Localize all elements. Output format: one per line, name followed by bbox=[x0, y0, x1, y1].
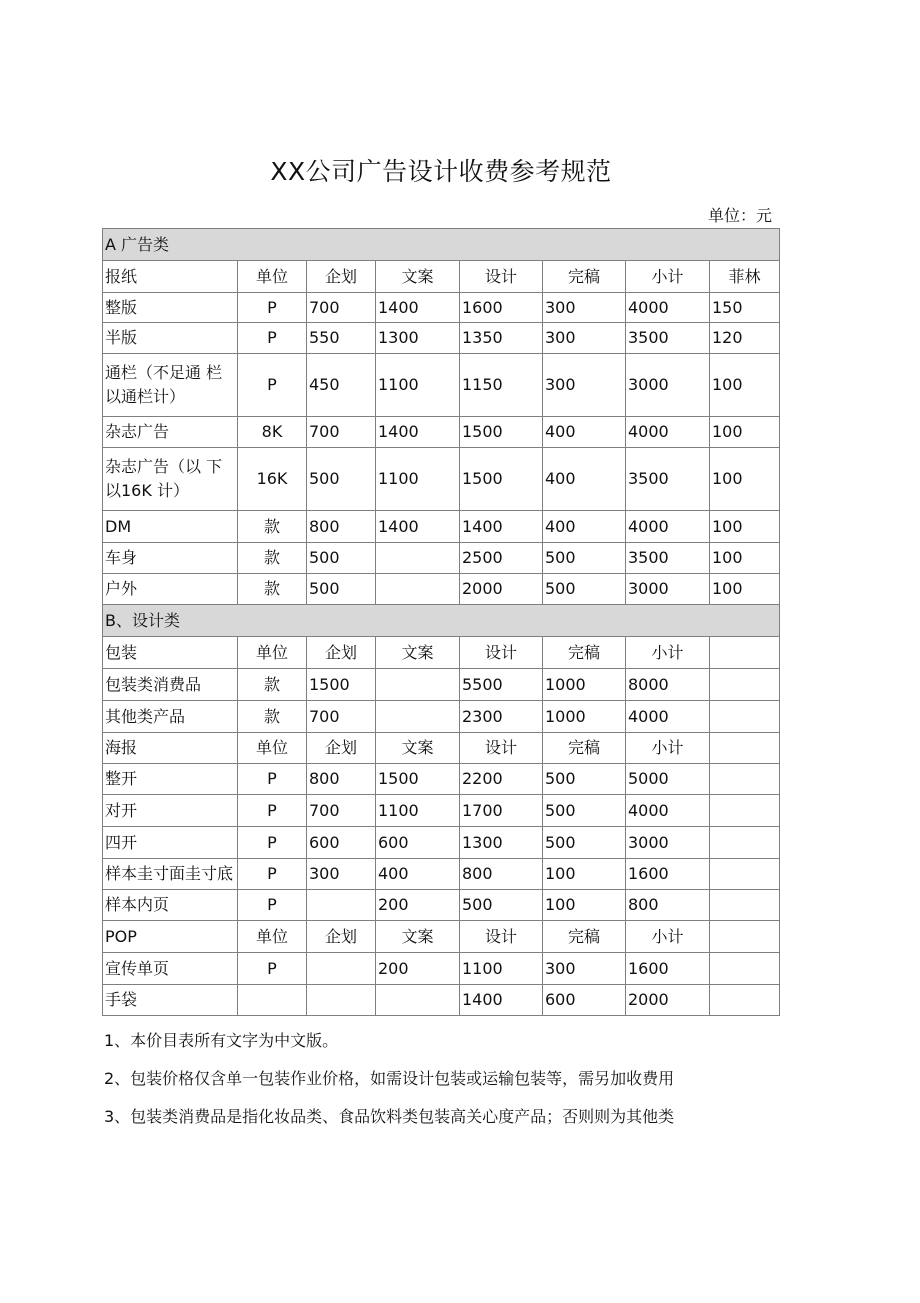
table-cell: 100 bbox=[710, 543, 780, 574]
table-cell: 100 bbox=[543, 859, 626, 890]
table-cell: 1000 bbox=[543, 701, 626, 733]
table-cell bbox=[710, 795, 780, 827]
note-2: 2、包装价格仅含单一包装作业价格，如需设计包装或运输包装等，需另加收费用 bbox=[104, 1069, 675, 1088]
table-cell bbox=[376, 543, 460, 574]
page-title: XX公司广告设计收费参考规范 bbox=[270, 157, 612, 186]
table-cell: 3000 bbox=[626, 354, 710, 417]
table-row bbox=[103, 795, 780, 827]
column-header: 设计 bbox=[460, 733, 543, 764]
table-cell bbox=[376, 985, 460, 1016]
table-cell: 1100 bbox=[376, 795, 460, 827]
table-cell: 1500 bbox=[376, 764, 460, 795]
column-header: 小计 bbox=[626, 921, 710, 953]
row-label: 包装类消费品 bbox=[103, 669, 238, 701]
table-cell: 3000 bbox=[626, 827, 710, 859]
table-cell: 3500 bbox=[626, 448, 710, 511]
column-header: 单位 bbox=[238, 921, 307, 953]
table-cell: 800 bbox=[307, 511, 376, 543]
table-cell bbox=[710, 859, 780, 890]
table-cell: 4000 bbox=[626, 293, 710, 323]
table-cell: 500 bbox=[543, 827, 626, 859]
table-cell: P bbox=[238, 890, 307, 921]
table-cell: 4000 bbox=[626, 417, 710, 448]
header-row bbox=[103, 921, 780, 953]
table-cell: 1400 bbox=[376, 511, 460, 543]
table-cell: 500 bbox=[460, 890, 543, 921]
table-cell: 1500 bbox=[460, 448, 543, 511]
table-cell: 400 bbox=[543, 511, 626, 543]
header-row bbox=[103, 733, 780, 764]
table-cell: 800 bbox=[460, 859, 543, 890]
table-cell: P bbox=[238, 827, 307, 859]
column-header: 完稿 bbox=[543, 637, 626, 669]
table-row bbox=[103, 953, 780, 985]
table-cell: 700 bbox=[307, 795, 376, 827]
table-cell: 1100 bbox=[376, 354, 460, 417]
table-cell: 300 bbox=[543, 323, 626, 354]
table-cell: 5500 bbox=[460, 669, 543, 701]
table-cell bbox=[710, 701, 780, 733]
table-cell bbox=[307, 953, 376, 985]
table-cell: 500 bbox=[307, 574, 376, 605]
section-band bbox=[103, 605, 780, 637]
table-cell: 2500 bbox=[460, 543, 543, 574]
table-cell: 1400 bbox=[376, 417, 460, 448]
table-cell: 1350 bbox=[460, 323, 543, 354]
row-label: 海报 bbox=[103, 733, 238, 764]
column-header: 单位 bbox=[238, 261, 307, 293]
unit-note: 单位：元 bbox=[707, 206, 772, 225]
header-row bbox=[103, 637, 780, 669]
table-row bbox=[103, 890, 780, 921]
table-cell: 500 bbox=[307, 543, 376, 574]
table-cell: 款 bbox=[238, 511, 307, 543]
column-header: 单位 bbox=[238, 733, 307, 764]
row-label: 样本内页 bbox=[103, 890, 238, 921]
table-cell: 1600 bbox=[460, 293, 543, 323]
table-cell: 16K bbox=[238, 448, 307, 511]
table-cell: P bbox=[238, 323, 307, 354]
table-cell: 100 bbox=[710, 511, 780, 543]
table-cell: 4000 bbox=[626, 511, 710, 543]
table-cell: 款 bbox=[238, 543, 307, 574]
row-label: 报纸 bbox=[103, 261, 238, 293]
table-cell: 600 bbox=[307, 827, 376, 859]
table-cell: 400 bbox=[376, 859, 460, 890]
table-cell: 2000 bbox=[626, 985, 710, 1016]
table-cell: 500 bbox=[543, 574, 626, 605]
table-cell: 8000 bbox=[626, 669, 710, 701]
table-cell: 500 bbox=[543, 543, 626, 574]
table-cell bbox=[710, 953, 780, 985]
table-cell bbox=[376, 701, 460, 733]
column-header bbox=[710, 733, 780, 764]
table-cell: 2300 bbox=[460, 701, 543, 733]
table-cell bbox=[710, 890, 780, 921]
table-cell bbox=[710, 669, 780, 701]
row-label: 整版 bbox=[103, 293, 238, 323]
table-row bbox=[103, 985, 780, 1016]
table-cell: 8K bbox=[238, 417, 307, 448]
table-cell: 400 bbox=[543, 448, 626, 511]
table-cell: 1300 bbox=[376, 323, 460, 354]
table-cell: 300 bbox=[543, 953, 626, 985]
table-cell: 1400 bbox=[376, 293, 460, 323]
table-cell: 150 bbox=[710, 293, 780, 323]
row-label: 杂志广告 bbox=[103, 417, 238, 448]
table-cell: 200 bbox=[376, 953, 460, 985]
table-cell: 1400 bbox=[460, 511, 543, 543]
row-label: POP bbox=[103, 921, 238, 953]
row-label: 包装 bbox=[103, 637, 238, 669]
table-cell: 款 bbox=[238, 574, 307, 605]
table-cell: 1100 bbox=[460, 953, 543, 985]
note-3: 3、包装类消费品是指化妆品类、食品饮料类包装高关心度产品；否则则为其他类 bbox=[104, 1107, 675, 1126]
row-label: 手袋 bbox=[103, 985, 238, 1016]
table-cell bbox=[376, 574, 460, 605]
table-cell: 5000 bbox=[626, 764, 710, 795]
table-row bbox=[103, 701, 780, 733]
table-cell: 100 bbox=[710, 448, 780, 511]
table-row bbox=[103, 511, 780, 543]
table-cell: 1600 bbox=[626, 859, 710, 890]
table-cell bbox=[238, 985, 307, 1016]
column-header: 文案 bbox=[376, 921, 460, 953]
table-cell: P bbox=[238, 764, 307, 795]
table-cell: 700 bbox=[307, 701, 376, 733]
table-cell: 500 bbox=[307, 448, 376, 511]
table-cell: 450 bbox=[307, 354, 376, 417]
row-label: 通栏（不足通 栏以通栏计） bbox=[103, 354, 238, 417]
table-cell: 600 bbox=[543, 985, 626, 1016]
column-header: 企划 bbox=[307, 921, 376, 953]
table-row bbox=[103, 543, 780, 574]
column-header: 完稿 bbox=[543, 733, 626, 764]
row-label: 宣传单页 bbox=[103, 953, 238, 985]
row-label: DM bbox=[103, 511, 238, 543]
column-header bbox=[710, 921, 780, 953]
table-cell: 4000 bbox=[626, 795, 710, 827]
row-label: 对开 bbox=[103, 795, 238, 827]
column-header bbox=[710, 637, 780, 669]
fee-table bbox=[102, 228, 780, 1016]
table-cell: 800 bbox=[626, 890, 710, 921]
table-cell bbox=[376, 669, 460, 701]
section-band bbox=[103, 229, 780, 261]
table-cell: 100 bbox=[710, 354, 780, 417]
table-cell bbox=[307, 890, 376, 921]
table-cell: 100 bbox=[710, 574, 780, 605]
table-cell: 500 bbox=[543, 764, 626, 795]
table-row bbox=[103, 574, 780, 605]
table-cell: 200 bbox=[376, 890, 460, 921]
section-title: B、设计类 bbox=[103, 605, 780, 637]
table-cell: 300 bbox=[543, 293, 626, 323]
column-header: 单位 bbox=[238, 637, 307, 669]
table-row bbox=[103, 354, 780, 417]
row-label: 整开 bbox=[103, 764, 238, 795]
table-cell: P bbox=[238, 354, 307, 417]
table-cell: 1000 bbox=[543, 669, 626, 701]
table-cell: 1100 bbox=[376, 448, 460, 511]
table-cell: 4000 bbox=[626, 701, 710, 733]
table-cell: P bbox=[238, 859, 307, 890]
table-cell: 600 bbox=[376, 827, 460, 859]
row-label: 样本圭寸面圭寸底 bbox=[103, 859, 238, 890]
table-cell: 550 bbox=[307, 323, 376, 354]
column-header: 文案 bbox=[376, 733, 460, 764]
table-cell bbox=[307, 985, 376, 1016]
column-header: 完稿 bbox=[543, 921, 626, 953]
table-cell: 100 bbox=[543, 890, 626, 921]
table-cell: 1700 bbox=[460, 795, 543, 827]
table-cell: 300 bbox=[543, 354, 626, 417]
table-cell: 1400 bbox=[460, 985, 543, 1016]
column-header: 完稿 bbox=[543, 261, 626, 293]
section-title: A 广告类 bbox=[103, 229, 780, 261]
row-label: 户外 bbox=[103, 574, 238, 605]
table-row bbox=[103, 323, 780, 354]
column-header: 小计 bbox=[626, 733, 710, 764]
table-cell bbox=[710, 827, 780, 859]
table-cell: 400 bbox=[543, 417, 626, 448]
row-label: 杂志广告（以 下以16K 计） bbox=[103, 448, 238, 511]
column-header: 设计 bbox=[460, 261, 543, 293]
row-label: 其他类产品 bbox=[103, 701, 238, 733]
column-header: 企划 bbox=[307, 637, 376, 669]
table-cell: 1500 bbox=[460, 417, 543, 448]
table-cell: 800 bbox=[307, 764, 376, 795]
table-row bbox=[103, 293, 780, 323]
table-cell: 1150 bbox=[460, 354, 543, 417]
column-header: 小计 bbox=[626, 637, 710, 669]
note-1: 1、本价目表所有文字为中文版。 bbox=[104, 1031, 339, 1050]
table-cell bbox=[710, 985, 780, 1016]
table-row bbox=[103, 859, 780, 890]
table-cell: 500 bbox=[543, 795, 626, 827]
table-cell: P bbox=[238, 953, 307, 985]
column-header: 菲林 bbox=[710, 261, 780, 293]
column-header: 设计 bbox=[460, 921, 543, 953]
table-row bbox=[103, 417, 780, 448]
table-cell: 1600 bbox=[626, 953, 710, 985]
table-cell: 3000 bbox=[626, 574, 710, 605]
column-header: 文案 bbox=[376, 261, 460, 293]
column-header: 文案 bbox=[376, 637, 460, 669]
table-cell: 100 bbox=[710, 417, 780, 448]
table-cell: 3500 bbox=[626, 323, 710, 354]
row-label: 半版 bbox=[103, 323, 238, 354]
table-row bbox=[103, 669, 780, 701]
column-header: 小计 bbox=[626, 261, 710, 293]
row-label: 车身 bbox=[103, 543, 238, 574]
table-row bbox=[103, 764, 780, 795]
table-row bbox=[103, 827, 780, 859]
table-cell: 款 bbox=[238, 669, 307, 701]
table-cell: 300 bbox=[307, 859, 376, 890]
column-header: 设计 bbox=[460, 637, 543, 669]
table-cell: 1300 bbox=[460, 827, 543, 859]
table-cell bbox=[710, 764, 780, 795]
table-cell: 款 bbox=[238, 701, 307, 733]
table-cell: P bbox=[238, 293, 307, 323]
header-row bbox=[103, 261, 780, 293]
table-cell: 3500 bbox=[626, 543, 710, 574]
notes bbox=[104, 1030, 674, 1144]
column-header: 企划 bbox=[307, 261, 376, 293]
table-cell: P bbox=[238, 795, 307, 827]
table-row bbox=[103, 448, 780, 511]
table-cell: 120 bbox=[710, 323, 780, 354]
table-cell: 2200 bbox=[460, 764, 543, 795]
table-cell: 1500 bbox=[307, 669, 376, 701]
row-label: 四开 bbox=[103, 827, 238, 859]
column-header: 企划 bbox=[307, 733, 376, 764]
table-cell: 700 bbox=[307, 417, 376, 448]
table-cell: 700 bbox=[307, 293, 376, 323]
table-cell: 2000 bbox=[460, 574, 543, 605]
